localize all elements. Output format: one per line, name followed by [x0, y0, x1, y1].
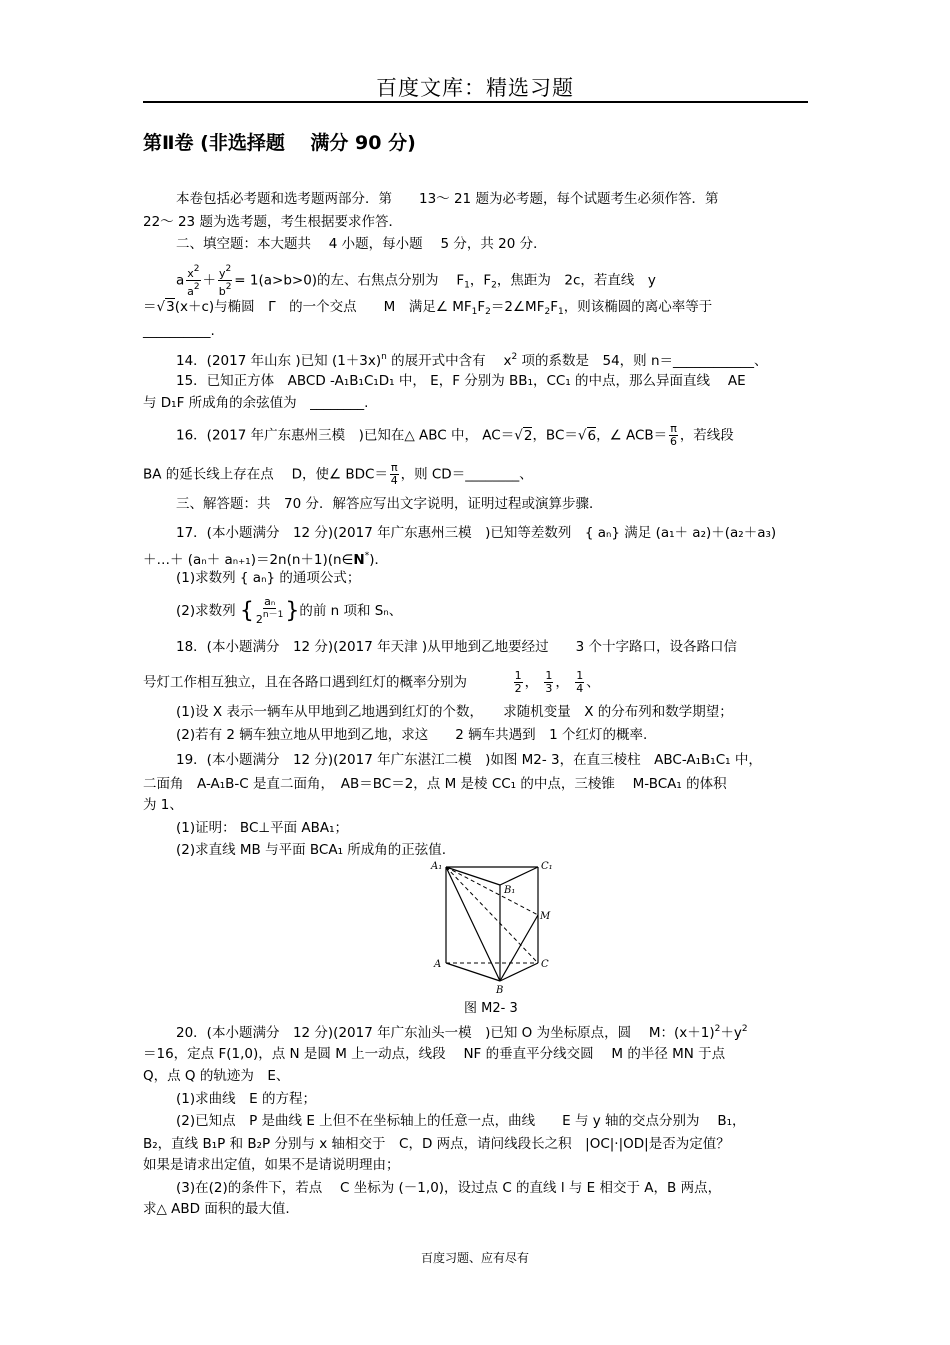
- question-19-line-1: 19．(本小题满分 12 分)(2017 年广东湛江二模 )如图 M2- 3，在直三棱柱 ABC-A₁B₁C₁ 中，: [176, 752, 762, 768]
- question-17-line-1: 17．(本小题满分 12 分)(2017 年广东惠州三模 )已知等差数列 { aₙ} 满足 (a₁＋ a₂)＋(a₂＋a₃): [176, 525, 777, 541]
- question-13-line-2: ＝√3(x＋c)与椭圆 Γ 的一个交点 M 满足∠ $MF_1F_2=2\angle MF_2F_1$，则该椭圆的离心率等于: [143, 299, 713, 317]
- y-over-b-fraction: $\frac{y^2}{b^2}$: [218, 264, 232, 298]
- question-20-line-2: ＝16，定点 F(1,0)，点 N 是圆 M 上一动点，线段 NF 的垂直平分线交圆 M 的半径 MN 于点: [143, 1046, 726, 1062]
- question-17-part-1: (1)求数列 { aₙ} 的通项公式；: [176, 570, 361, 586]
- question-18-part-2: (2)若有 2 辆车独立地从甲地到乙地，求这 2 辆车共遇到 1 个红灯的概率.: [176, 727, 648, 743]
- question-13-line-1: a $\frac{x^2}{a^2}$ ＋ $\frac{y^2}{b^2}$ = 1(a>b>0)的左、右焦点分别为 $F_1$，$F_2$，焦距为 2c，若直线 y: [176, 264, 656, 298]
- question-18-line-2: 号灯工作相互独立，且在各路口遇到红灯的概率分别为 $\frac{1}{2}$ ， $\frac{1}{3}$ ， $\frac{1}{4}$ 、: [143, 669, 600, 695]
- figure-caption: 图 M2- 3: [464, 1001, 518, 1016]
- question-20-part-2-line-1: (2)已知点 P 是曲线 E 上但不在坐标轴上的任意一点，曲线 E 与 y 轴的交点分别为 B₁，: [176, 1113, 746, 1129]
- intro-line-1: 本卷包括必考题和选考题两部分．第 13～ 21 题为必考题，每个试题考生必须作答．第: [176, 191, 719, 207]
- question-18-part-1: (1)设 X 表示一辆车从甲地到乙地遇到红灯的个数， 求随机变量 X 的分布列和数学期望；: [176, 704, 733, 720]
- label-B1: B₁: [504, 885, 516, 896]
- label-M: M: [540, 911, 551, 922]
- question-16-line-2: BA 的延长线上存在点 D，使∠ BDC＝ $\frac{\pi}{4}$ ，则 CD＝________、: [143, 461, 533, 487]
- question-20-line-3: Q，点 Q 的轨迹为 E、: [143, 1068, 290, 1084]
- question-20-part-2-line-2: B₂，直线 B₁P 和 B₂P 分别与 x 轴相交于 C，D 两点，请问线段长之积 |OC|·|OD|是否为定值？: [143, 1136, 730, 1152]
- prism-figure: [428, 855, 558, 995]
- question-19-part-2: (2)求直线 MB 与平面 BCA₁ 所成角的正弦值.: [176, 842, 447, 858]
- pi-over-4-fraction: $\frac{\pi}{4}$: [390, 461, 398, 487]
- question-19-line-3: 为 1、: [143, 797, 183, 813]
- section-heading: 第Ⅱ卷 (非选择题 满分 90 分): [143, 132, 416, 154]
- an-over-power-fraction: $\frac{\text{aₙ}}{2^{n-1}}$: [255, 595, 284, 626]
- question-20-part-3-line-1: (3)在(2)的条件下，若点 C 坐标为 (－1,0)，设过点 C 的直线 l 与 E 相交于 A，B 两点，: [176, 1180, 722, 1196]
- question-14: 14．(2017 年山东 )已知 $(1+3x)^n$ 的展开式中含有 $x^2$ 项的系数是 54，则 n＝____________、: [176, 352, 768, 369]
- question-20-line-1: 20．(本小题满分 12 分)(2017 年广东汕头一模 )已知 O 为坐标原点，圆 M：$(x+1)^2+y^2$: [176, 1024, 748, 1041]
- label-A: A: [434, 959, 442, 970]
- question-18-line-1: 18．(本小题满分 12 分)(2017 年天津 )从甲地到乙地要经过 3 个十字路口，设各路口信: [176, 639, 738, 655]
- question-20-part-2-line-3: 如果是请求出定值，如果不是请说明理由；: [143, 1157, 400, 1173]
- question-15-line-1: 15．已知正方体 ABCD -A₁B₁C₁D₁ 中， E，F 分别为 BB₁，CC₁ 的中点，那么异面直线 AE: [176, 373, 746, 389]
- question-13-answer-blank: __________.: [143, 323, 215, 339]
- page-footer: 百度习题、应有尽有: [420, 1251, 529, 1265]
- page-header-title: 百度文库：精选习题: [376, 76, 574, 100]
- answer-section-header: 三、解答题：共 70 分．解答应写出文字说明，证明过程或演算步骤．: [176, 496, 603, 512]
- x-over-a-fraction: $\frac{x^2}{a^2}$: [187, 264, 200, 298]
- label-B: B: [496, 985, 504, 995]
- question-19-line-2: 二面角 A-A₁B-C 是直二面角， AB＝BC＝2，点 M 是棱 CC₁ 的中点，三棱锥 M-BCA₁ 的体积: [143, 776, 727, 792]
- question-15-line-2: 与 D₁F 所成角的余弦值为 ________.: [143, 395, 369, 411]
- question-17-part-2: (2)求数列 { $\frac{\text{aₙ}}{2^{n-1}}$ }的前 n 项和 Sₙ、: [176, 595, 403, 626]
- header-divider: [143, 101, 808, 103]
- question-20-part-3-line-2: 求△ ABD 面积的最大值.: [143, 1201, 290, 1217]
- fill-in-header: 二、填空题：本大题共 4 小题，每小题 5 分，共 20 分．: [176, 236, 547, 252]
- probability-fraction-3: $\frac{1}{4}$: [576, 669, 584, 695]
- probability-fraction-1: $\frac{1}{2}$: [514, 669, 522, 695]
- question-20-part-1: (1)求曲线 E 的方程；: [176, 1091, 316, 1107]
- probability-fraction-2: $\frac{1}{3}$: [545, 669, 553, 695]
- pi-over-6-fraction: $\frac{\pi}{6}$: [670, 422, 677, 448]
- question-19-part-1: (1)证明： BC⊥平面 ABA₁；: [176, 820, 349, 836]
- label-A1: A₁: [431, 861, 443, 872]
- question-17-line-2: ＋…＋ (aₙ＋ aₙ₊₁)＝2n(n＋1)(n∈N*)．: [143, 551, 388, 568]
- intro-line-2: 22～ 23 题为选考题，考生根据要求作答．: [143, 214, 402, 230]
- question-16-line-1: 16．(2017 年广东惠州三模 )已知在△ ABC 中， AC＝√2，BC＝√6，∠ ACB＝ $\frac{\pi}{6}$ ，若线段: [176, 422, 734, 448]
- label-C1: C₁: [541, 861, 553, 872]
- label-C: C: [541, 959, 549, 970]
